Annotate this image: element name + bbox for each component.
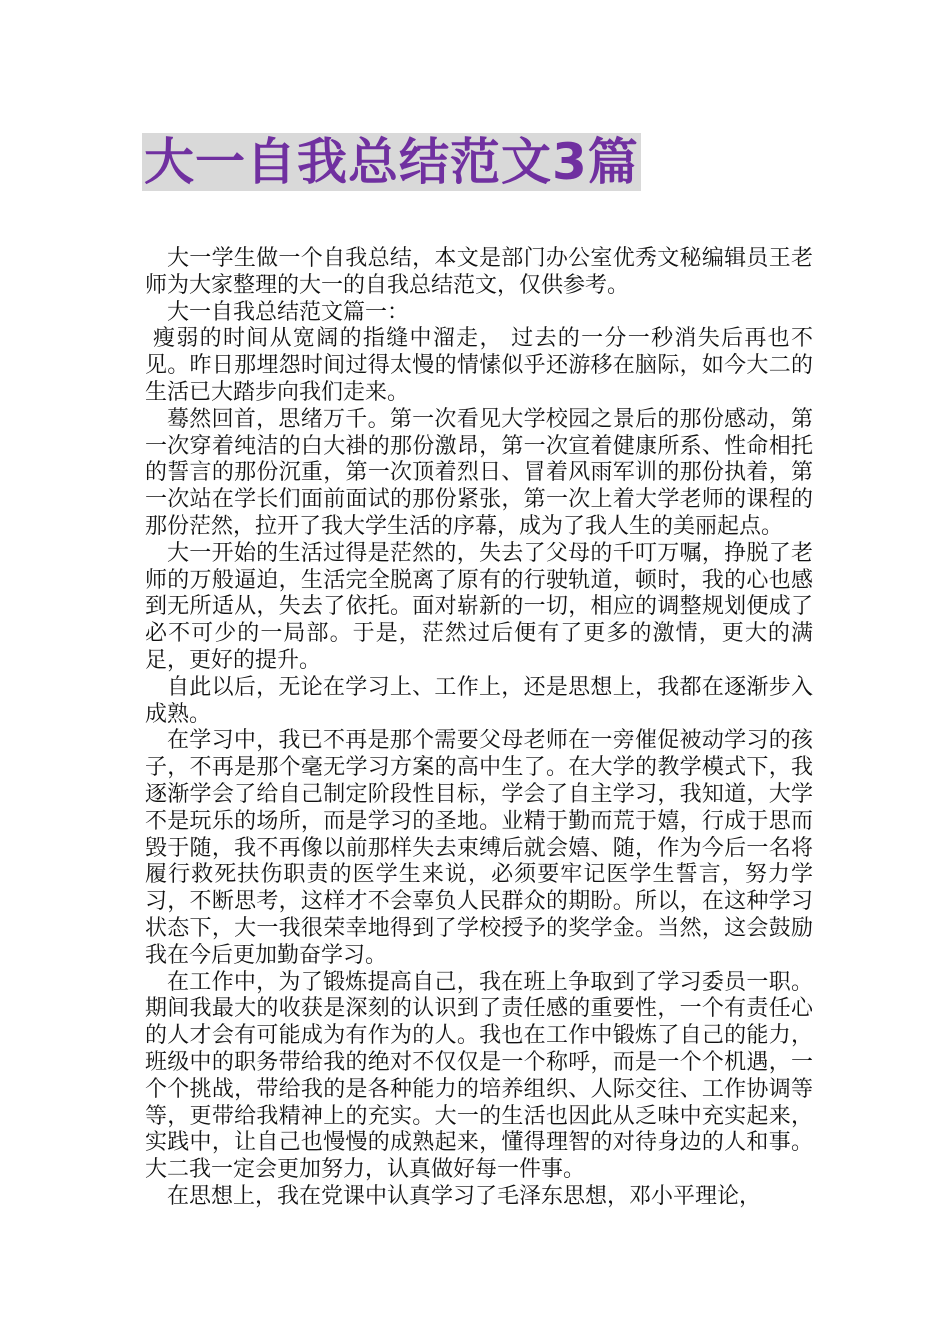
- paragraph: 大一开始的生活过得是茫然的，失去了父母的千叮万嘱，挣脱了老师的万般逼迫，生活完全脱离了原有的行驶轨道，顿时，我的心也感到无所适从，失去了依托。面对崭新的一切，相应的调整规划便成了必不可少的一局部。于是，茫然过后便有了更多的激情，更大的满足，更好的提升。: [145, 540, 813, 673]
- document-body: [145, 246, 813, 1211]
- paragraph: 在思想上，我在党课中认真学习了毛泽东思想，邓小平理论，: [167, 1183, 762, 1209]
- paragraph: 在学习中，我已不再是那个需要父母老师在一旁催促被动学习的孩子，不再是那个毫无学习方案的高中生了。在大学的教学模式下，我逐渐学会了给自己制定阶段性目标，学会了自主学习，我知道，大学不是玩乐的场所，而是学习的圣地。业精于勤而荒于嬉，行成于思而毁于随，我不再像以前那样失去束缚后就会嬉、随，作为今后一名将履行救死扶伤职责的医学生来说，必须要牢记医学生誓言，努力学习，不断思考，这样才不会辜负人民群众的期盼。所以，在这种学习状态下，大一我很荣幸地得到了学校授予的奖学金。当然，这会鼓励我在今后更加勤奋学习。: [145, 728, 813, 968]
- paragraph: 在工作中，为了锻炼提高自己，我在班上争取到了学习委员一职。期间我最大的收获是深刻的认识到了责任感的重要性，一个有责任心的人才会有可能成为有作为的人。我也在工作中锻炼了自己的能力，班级中的职务带给我的绝对不仅仅是一个称呼，而是一个个机遇，一个个挑战，带给我的是各种能力的培养组织、人际交往、工作协调等等，更带给我精神上的充实。大一的生活也因此从乏味中充实起来，实践中，让自己也慢慢的成熟起来，懂得理智的对待身边的人和事。大二我一定会更加努力，认真做好每一件事。: [145, 969, 813, 1183]
- paragraph-intro: 大一学生做一个自我总结，本文是部门办公室优秀文秘编辑员王老师为大家整理的大一的自我总结范文，仅供参考。: [145, 246, 813, 298]
- paragraph: 自此以后，无论在学习上、工作上，还是思想上，我都在逐渐步入成熟。: [145, 674, 813, 727]
- paragraph: 蓦然回首，思绪万千。第一次看见大学校园之景后的那份感动，第一次穿着纯洁的白大褂的那份激昂，第一次宣着健康所系、性命相托的誓言的那份沉重，第一次顶着烈日、冒着风雨军训的那份执着，第一次站在学长们面前面试的那份紧张，第一次上着大学老师的课程的那份茫然，拉开了我大学生活的序幕，成为了我人生的美丽起点。: [145, 406, 813, 539]
- paragraph: 瘦弱的时间从宽阔的指缝中溜走， 过去的一分一秒消失后再也不见。昨日那埋怨时间过得太慢的情愫似乎还游移在脑际，如今大二的生活已大踏步向我们走来。: [145, 326, 813, 405]
- section-heading: 大一自我总结范文篇一：: [167, 299, 410, 325]
- page-title: 大一自我总结范文3篇: [144, 133, 639, 191]
- title-highlight: [142, 133, 641, 191]
